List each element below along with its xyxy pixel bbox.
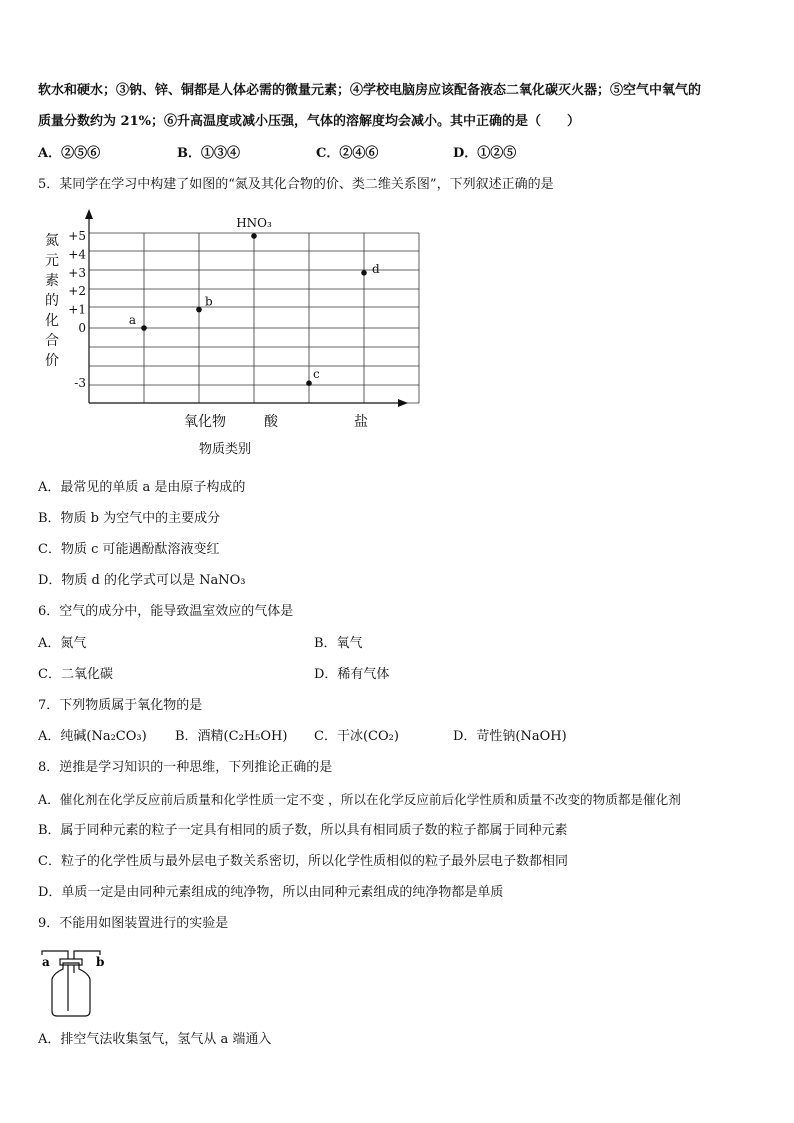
q5-option-a: A．最常见的单质 a 是由原子构成的 <box>38 480 246 495</box>
x-tick-label: 氧化物 <box>184 414 226 430</box>
tube-a-label: a <box>42 955 50 969</box>
chart-points <box>129 216 380 386</box>
q9-stem: 9．不能用如图装置进行的实验是 <box>38 916 229 931</box>
ylabel-char: 合 <box>45 333 59 349</box>
y-tick-label: +4 <box>68 247 86 262</box>
q8-option-d: D．单质一定是由同种元素组成的纯净物，所以由同种元素组成的纯净物都是单质 <box>38 885 504 900</box>
q6-option-d: D．稀有气体 <box>314 667 390 682</box>
q8-option-c: C．粒子的化学性质与最外层电子数关系密切，所以化学性质相似的粒子最外层电子数都相同 <box>38 854 568 869</box>
point-label: a <box>128 313 136 327</box>
y-tick-label: +3 <box>68 265 86 280</box>
q8-option-b: B．属于同种元素的粒子一定具有相同的质子数，所以具有相同质子数的粒子都属于同种元素 <box>38 823 568 838</box>
y-tick-label: +5 <box>68 229 86 243</box>
q7-option-a: A．纯碱(Na₂CO₃) <box>38 729 147 744</box>
q5-stem: 5．某同学在学习中构建了如图的“氮及其化合物的价、类二维关系图”，下列叙述正确的是 <box>38 177 554 192</box>
q7-stem: 7．下列物质属于氧化物的是 <box>38 698 203 713</box>
point-a <box>141 325 147 331</box>
q8-option-a: A．催化剂在化学反应前后质量和化学性质一定不变 ，所以在化学反应前后化学性质和质量不改变的物质都是催化剂 <box>38 792 681 807</box>
q4-continuation-line-1: 软水和硬水；③钠、锌、铜都是人体必需的微量元素；④学校电脑房应该配备液态二氧化碳灭火器；⑤空气中氧气的 <box>38 83 702 98</box>
point-label: c <box>313 367 320 382</box>
point-label: d <box>372 261 380 276</box>
y-tick-label: +1 <box>68 302 86 317</box>
chart-ylabel <box>45 233 59 369</box>
ylabel-char: 素 <box>45 273 59 289</box>
q6-stem: 6．空气的成分中，能导致温室效应的气体是 <box>38 604 294 619</box>
ylabel-char: 元 <box>45 253 59 269</box>
q6-option-a: A．氮气 <box>38 636 87 651</box>
point-c <box>306 380 312 386</box>
y-tick-label: 0 <box>78 321 86 335</box>
x-tick-label: 盐 <box>354 414 368 430</box>
q4-option-b: B．①③④ <box>177 146 240 161</box>
chart-y-ticks <box>68 229 86 390</box>
q7-option-c: C．干冰(CO₂) <box>314 729 399 744</box>
q6-option-c: C．二氧化碳 <box>38 667 113 682</box>
x-tick-label: 酸 <box>264 414 278 430</box>
point-HNO₃ <box>251 233 257 239</box>
chart-grid <box>89 233 419 403</box>
gas-bottle-figure <box>36 947 116 1019</box>
q7-option-d: D．苛性钠(NaOH) <box>453 729 567 744</box>
x-axis-arrow <box>398 399 408 407</box>
bottle-drawing <box>42 951 100 1016</box>
y-tick-label: -3 <box>74 376 86 391</box>
point-label: b <box>205 294 213 309</box>
q4-option-a: A．②⑤⑥ <box>38 146 101 161</box>
q6-option-b: B．氧气 <box>314 636 363 651</box>
point-d <box>361 270 367 276</box>
q5-option-c: C．物质 c 可能遇酚酞溶液变红 <box>38 542 220 557</box>
q8-stem: 8．逆推是学习知识的一种思维，下列推论正确的是 <box>38 760 333 775</box>
q4-option-c: C．②④⑥ <box>316 146 379 161</box>
q7-option-b: B．酒精(C₂H₅OH) <box>175 729 288 744</box>
q9-option-a: A．排空气法收集氢气，氢气从 a 端通入 <box>38 1032 272 1047</box>
q5-option-b: B．物质 b 为空气中的主要成分 <box>38 511 221 526</box>
chart-x-ticks <box>184 413 368 430</box>
y-axis-arrow <box>85 209 93 219</box>
chart-axes <box>85 209 408 407</box>
q4-option-d: D．①②⑤ <box>453 146 517 161</box>
q5-option-d: D．物质 d 的化学式可以是 NaNO₃ <box>38 573 246 588</box>
ylabel-char: 氮 <box>45 233 59 249</box>
point-label: HNO₃ <box>236 216 272 230</box>
ylabel-char: 化 <box>45 313 59 329</box>
nitrogen-valence-chart <box>30 205 420 465</box>
tube-b-label: b <box>96 955 105 969</box>
y-tick-label: +2 <box>68 284 86 299</box>
ylabel-char: 的 <box>45 293 59 309</box>
chart-xlabel: 物质类别 <box>198 442 252 457</box>
q4-continuation-line-2: 质量分数约为 21%；⑥升高温度或减小压强，气体的溶解度均会减小。其中正确的是（ ） <box>38 114 580 129</box>
point-b <box>196 307 202 313</box>
ylabel-char: 价 <box>45 353 59 369</box>
